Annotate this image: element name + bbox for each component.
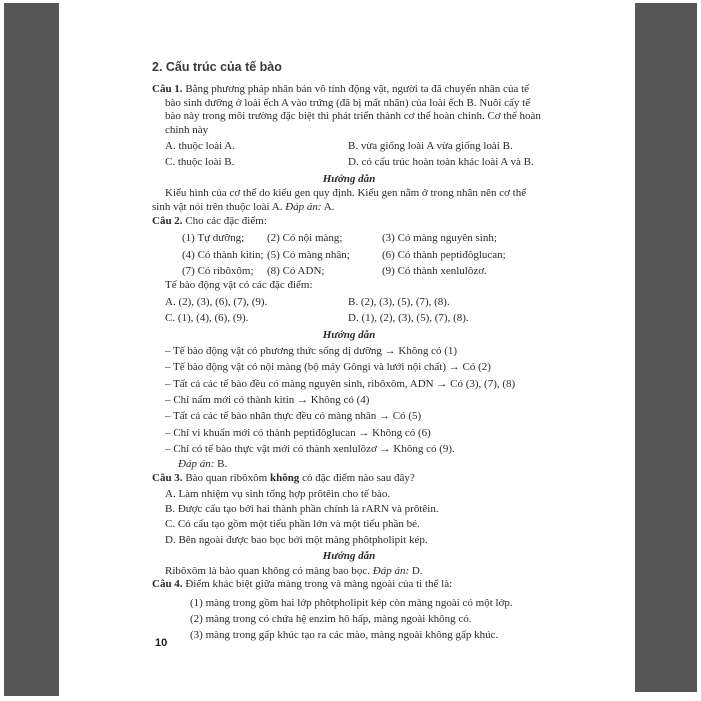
answer-value: D.	[411, 564, 423, 577]
left-photo-border	[4, 3, 59, 696]
question-1-solution	[152, 187, 546, 214]
option-c: C. Có cấu tạo gồm một tiểu phần lớn và một tiểu phần bé.	[165, 518, 420, 531]
list-item: (3) màng trong gấp khúc tạo ra các mào, màng ngoài không gấp khúc.	[190, 628, 499, 641]
list-item: (1) màng trong gồm hai lớp phôtpholipit kép còn màng ngoài có một lớp.	[190, 596, 513, 609]
question-1-text: Bằng phương pháp nhân bản vô tính động vật, người ta đã chuyển nhân của tế bào sinh dưỡng ở loài ếch A vào trứng (đã bị mất nhân) của loài ếch B. Nuôi cấy tế bào này trong môi trường đặc biệt thì phát triển thành cơ thể hoàn chỉnh. Cơ thể hoàn chỉnh này	[165, 83, 541, 136]
feature-item: (2) Có nội màng;	[267, 232, 343, 245]
note-line: – Chỉ có tế bào thực vật mới có thành xenlulôzơ → Không có (9).	[165, 442, 455, 455]
feature-item: (7) Có ribôxôm;	[182, 265, 254, 278]
note-line: – Chỉ vi khuẩn mới có thành peptiđôglucan → Không có (6)	[165, 426, 431, 439]
section-title: 2. Cấu trúc của tế bào	[152, 60, 282, 74]
solution-text: Kiểu hình của cơ thể do kiểu gen quy định. Kiểu gen nằm ở trong nhân nên cơ thể sinh vật nói trên thuộc loài A.	[152, 187, 527, 214]
question-3-options	[165, 487, 546, 548]
feature-item: (8) Có ADN;	[267, 265, 325, 278]
answer-value: A.	[323, 201, 335, 214]
option-a: A. (2), (3), (6), (7), (9).	[165, 296, 268, 309]
question-1-stem	[152, 83, 546, 137]
question-3-text-post: có đặc điểm nào sau đây?	[302, 472, 415, 485]
option-d: D. có cấu trúc hoàn toàn khác loài A và B.	[348, 156, 534, 169]
right-photo-border	[635, 3, 697, 692]
question-4-items	[190, 595, 546, 643]
question-1-options	[165, 139, 546, 171]
feature-item: (4) Có thành kitin;	[182, 248, 264, 261]
note-line: – Chỉ nấm mới có thành kitin → Không có (4)	[165, 394, 370, 407]
solution-text: Ribôxôm là bào quan không có màng bao bọc.	[165, 564, 370, 577]
guide-heading: Hướng dẫn	[322, 550, 376, 563]
question-2-solution-notes	[165, 343, 546, 457]
question-3-solution	[152, 565, 546, 579]
question-2-stem	[152, 215, 546, 229]
note-line: – Tất cả các tế bào nhân thực đều có màng nhân → Có (5)	[165, 410, 422, 423]
answer-label: Đáp án:	[285, 201, 322, 214]
page-number: 10	[155, 637, 168, 649]
question-2-lead-in: Tế bào động vật có các đặc điểm:	[165, 279, 313, 292]
answer-label: Đáp án:	[372, 564, 410, 577]
question-2-text: Cho các đặc điểm:	[185, 214, 267, 227]
answer-value: B.	[217, 458, 228, 471]
note-line: – Tất cả các tế bào đều có màng nguyên sinh, ribôxôm, ADN → Có (3), (7), (8)	[165, 377, 516, 390]
feature-item: (5) Có màng nhân;	[267, 248, 350, 261]
question-2-answer	[178, 457, 546, 472]
question-2-options	[165, 295, 546, 327]
guide-heading: Hướng dẫn	[322, 172, 376, 185]
note-line: – Tế bào động vật có nội màng (bộ máy Gôngi và lưới nội chất) → Có (2)	[165, 361, 491, 374]
document-page	[152, 60, 546, 643]
option-a: A. thuộc loài A.	[165, 140, 235, 153]
question-3-stem	[152, 472, 546, 486]
guide-heading: Hướng dẫn	[322, 328, 376, 341]
option-d: D. Bên ngoài được bao bọc bởi một màng phôtpholipit kép.	[165, 533, 428, 546]
question-1-label: Câu 1.	[152, 83, 183, 95]
option-b: B. vừa giống loài A vừa giống loài B.	[348, 140, 513, 153]
answer-label: Đáp án:	[178, 458, 215, 471]
question-2-label: Câu 2.	[152, 214, 183, 227]
feature-item: (3) Có màng nguyên sinh;	[382, 232, 497, 245]
option-a: A. Làm nhiệm vụ sinh tổng hợp prôtêin cho tế bào.	[165, 487, 391, 500]
question-4-stem	[152, 578, 546, 592]
option-d: D. (1), (2), (3), (5), (7), (8).	[348, 311, 469, 324]
question-3-text-pre: Bào quan ribôxôm	[185, 472, 268, 485]
option-b: B. (2), (3), (5), (7), (8).	[348, 296, 450, 309]
question-4-label: Câu 4.	[152, 578, 183, 591]
question-3-label: Câu 3.	[152, 472, 183, 485]
feature-item: (6) Có thành peptiđôglucan;	[382, 248, 506, 261]
list-item: (2) màng trong có chứa hệ enzim hô hấp, màng ngoài không có.	[190, 612, 472, 625]
question-4-text: Điểm khác biệt giữa màng trong và màng ngoài của ti thể là:	[185, 578, 453, 591]
option-b: B. Được cấu tạo bởi hai thành phần chính là rARN và prôtêin.	[165, 503, 439, 516]
option-c: C. (1), (4), (6), (9).	[165, 311, 249, 324]
question-3-text-emphasis: không	[269, 472, 300, 485]
question-2-feature-list	[182, 230, 546, 279]
note-line: – Tế bào động vật có phương thức sống dị dưỡng → Không có (1)	[165, 345, 458, 358]
feature-item: (9) Có thành xenlulôzơ.	[382, 265, 487, 278]
option-c: C. thuộc loài B.	[165, 156, 235, 169]
feature-item: (1) Tự dưỡng;	[182, 232, 245, 245]
